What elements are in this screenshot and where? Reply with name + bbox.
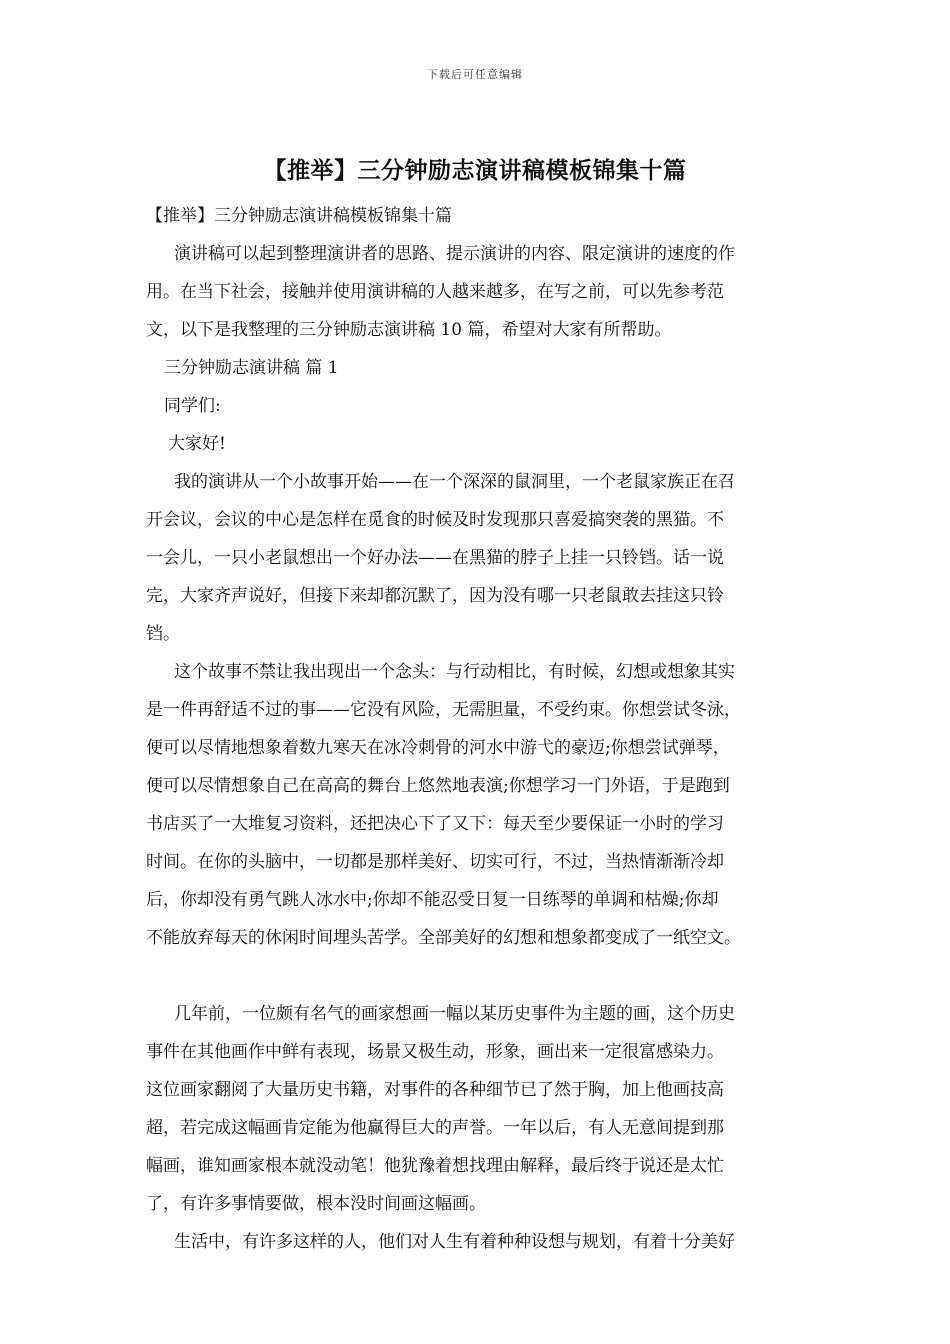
- paragraph-line: 是一件再舒适不过的事——它没有风险，无需胆量，不受约束。你想尝试冬泳，: [146, 700, 741, 720]
- paragraph-line: 这位画家翻阅了大量历史书籍，对事件的各种细节已了然于胸，加上他画技高: [146, 1080, 724, 1100]
- greeting: 大家好!: [168, 434, 226, 454]
- paragraph-line: 后，你却没有勇气跳人冰水中;你却不能忍受日复一日练琴的单调和枯燥;你却: [146, 890, 719, 910]
- paragraph-line: 超，若完成这幅画肯定能为他赢得巨大的声誉。一年以后，有人无意间提到那: [146, 1118, 724, 1138]
- paragraph-line: 书店买了一大堆复习资料，还把决心下了又下：每天至少要保证一小时的学习: [146, 814, 724, 834]
- document-body: [146, 197, 818, 1261]
- paragraph-line: 一会儿，一只小老鼠想出一个好办法——在黑猫的脖子上挂一只铃铛。话一说: [146, 548, 724, 568]
- header-note: 下载后可任意编辑: [427, 68, 523, 81]
- paragraph-line: 事件在其他画作中鲜有表现，场景又极生动，形象，画出来一定很富感染力。: [146, 1042, 724, 1062]
- paragraph-line: 时间。在你的头脑中，一切都是那样美好、切实可行，不过，当热情渐渐冷却: [146, 852, 724, 872]
- paragraph-line: 幅画，谁知画家根本就没动笔！他犹豫着想找理由解释，最后终于说还是太忙: [146, 1156, 724, 1176]
- subtitle-line: 【推举】三分钟励志演讲稿模板锦集十篇: [146, 206, 452, 226]
- paragraph-line: 生活中，有许多这样的人，他们对人生有着种种设想与规划，有着十分美好: [174, 1232, 735, 1252]
- paragraph-line: 便可以尽情想象自己在高高的舞台上悠然地表演;你想学习一门外语，于是跑到: [146, 776, 730, 796]
- paragraph-line: 用。在当下社会，接触并使用演讲稿的人越来越多，在写之前，可以先参考范: [146, 282, 724, 302]
- paragraph-line: 不能放弃每天的休闲时间埋头苦学。全部美好的幻想和想象都变成了一纸空文。: [146, 928, 741, 948]
- section-heading: 三分钟励志演讲稿 篇 1: [164, 358, 339, 378]
- paragraph-line: 了，有许多事情要做，根本没时间画这幅画。: [146, 1194, 486, 1214]
- paragraph-line: 铛。: [146, 624, 180, 644]
- paragraph-line: 演讲稿可以起到整理演讲者的思路、提示演讲的内容、限定演讲的速度的作: [174, 244, 735, 264]
- paragraph-line: 完，大家齐声说好，但接下来却都沉默了，因为没有哪一只老鼠敢去挂这只铃: [146, 586, 724, 606]
- paragraph-line: 开会议，会议的中心是怎样在觅食的时候及时发现那只喜爱搞突袭的黑猫。不: [146, 510, 724, 530]
- document-title: 【推举】三分钟励志演讲稿模板锦集十篇: [263, 157, 687, 184]
- paragraph-line: 几年前，一位颇有名气的画家想画一幅以某历史事件为主题的画，这个历史: [174, 1004, 735, 1024]
- paragraph-line: 这个故事不禁让我出现出一个念头：与行动相比，有时候，幻想或想象其实: [174, 662, 735, 682]
- salutation: 同学们:: [164, 396, 221, 416]
- paragraph-line: 便可以尽情地想象着数九寒天在冰冷刺骨的河水中游弋的豪迈;你想尝试弹琴，: [146, 738, 730, 758]
- paragraph-line: 我的演讲从一个小故事开始——在一个深深的鼠洞里，一个老鼠家族正在召: [174, 472, 735, 492]
- paragraph-gap: [146, 957, 818, 995]
- paragraph-line: 文，以下是我整理的三分钟励志演讲稿 10 篇，希望对大家有所帮助。: [146, 320, 672, 340]
